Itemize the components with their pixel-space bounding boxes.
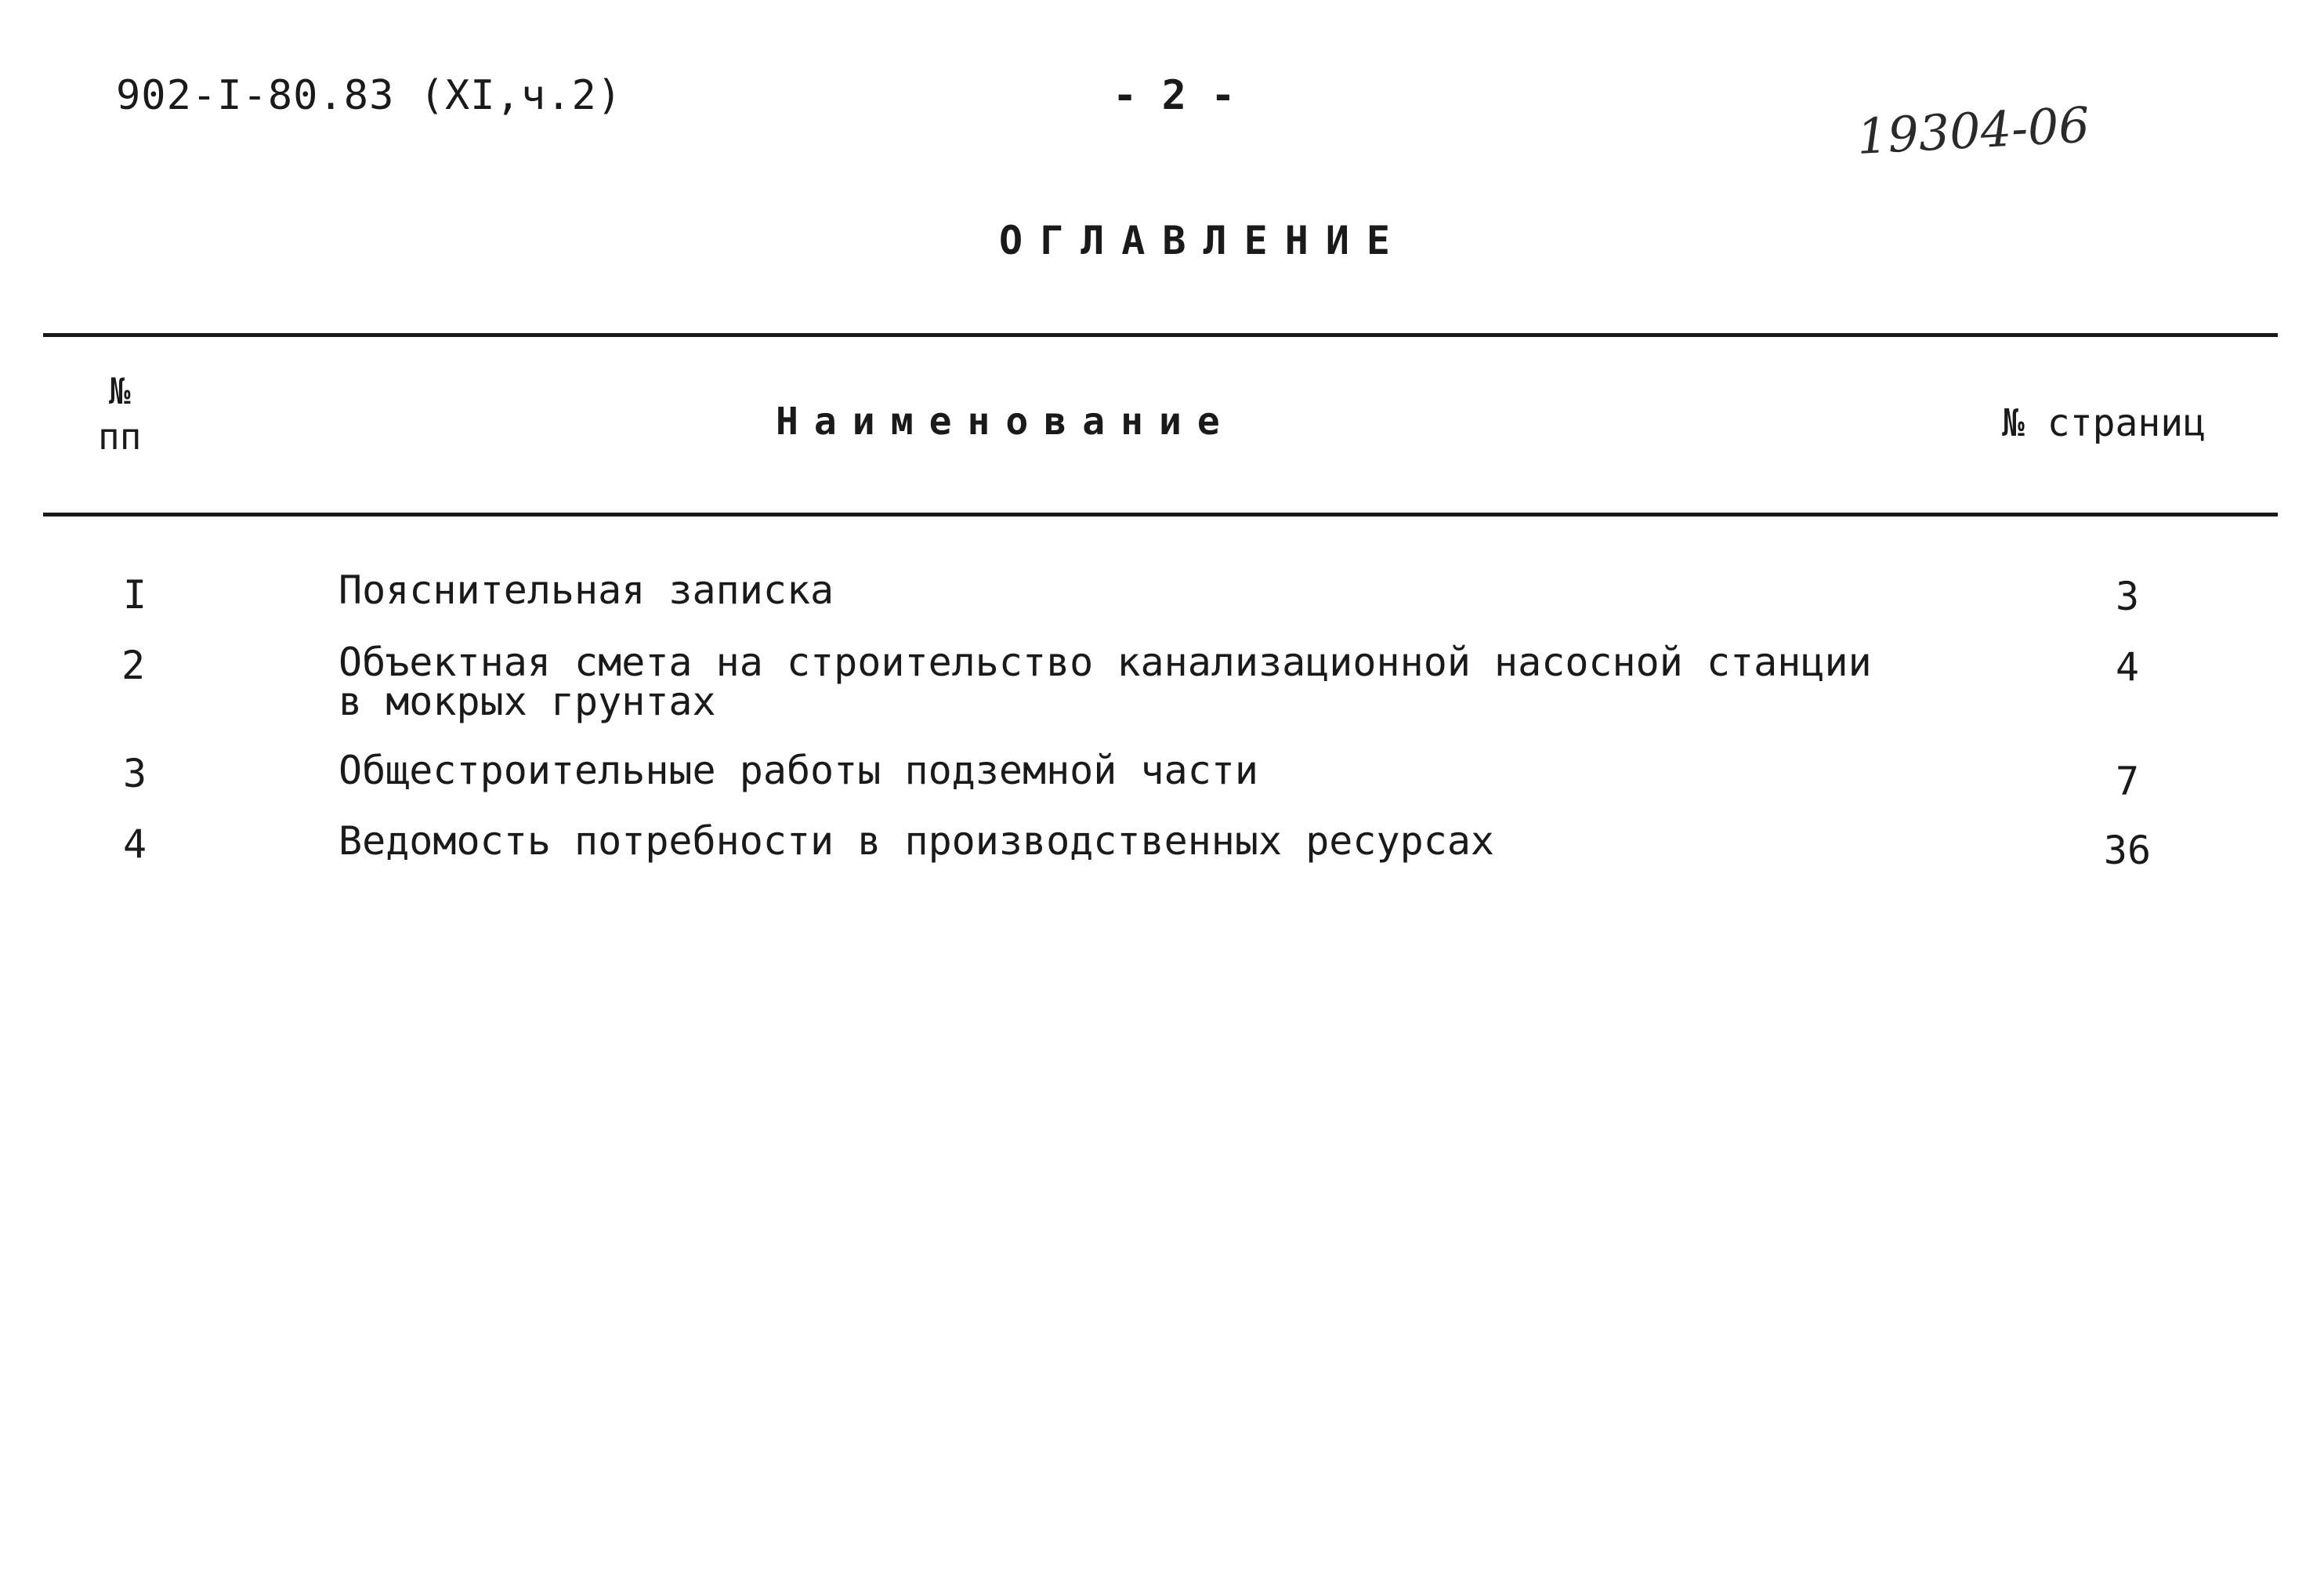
row-3-title <box>338 748 1258 793</box>
column-header-number <box>98 368 141 459</box>
page-title: ОГЛАВЛЕНИЕ <box>999 218 1408 263</box>
row-2-title-line-1: Объектная смета на строительство канализационной насосной станции <box>338 640 1872 685</box>
column-header-name: Наименование <box>776 400 1236 444</box>
row-1-title <box>338 567 834 613</box>
document-code: 902-I-80.83 (XI,ч.2) <box>116 72 623 119</box>
row-2-title <box>338 640 1872 724</box>
row-4-number: 4 <box>122 821 147 867</box>
row-2-number: 2 <box>121 643 146 688</box>
column-header-number-symbol: № <box>108 370 131 412</box>
row-2-title-line-2: в мокрых грунтах <box>338 679 716 724</box>
row-4-page: 36 <box>2103 828 2152 873</box>
row-3-title-line-1: Общестроительные работы подземной части <box>338 748 1258 793</box>
row-4-title <box>338 818 1495 864</box>
table-top-rule <box>43 333 2278 337</box>
row-2-page: 4 <box>2115 644 2140 690</box>
row-1-page: 3 <box>2115 574 2140 619</box>
row-4-title-line-1: Ведомость потребности в производственных ресурсах <box>338 818 1495 864</box>
row-3-number: 3 <box>122 751 147 796</box>
row-1-title-line-1: Пояснительная записка <box>338 567 834 613</box>
column-header-pages: № страниц <box>2002 401 2206 445</box>
page-number: - 2 - <box>1113 72 1236 119</box>
column-header-number-abbr: пп <box>98 415 142 458</box>
row-1-number: I <box>122 572 147 618</box>
row-3-page: 7 <box>2115 759 2140 804</box>
table-header-rule <box>43 513 2278 517</box>
handwritten-inventory-number: 19304-06 <box>1855 96 2091 165</box>
